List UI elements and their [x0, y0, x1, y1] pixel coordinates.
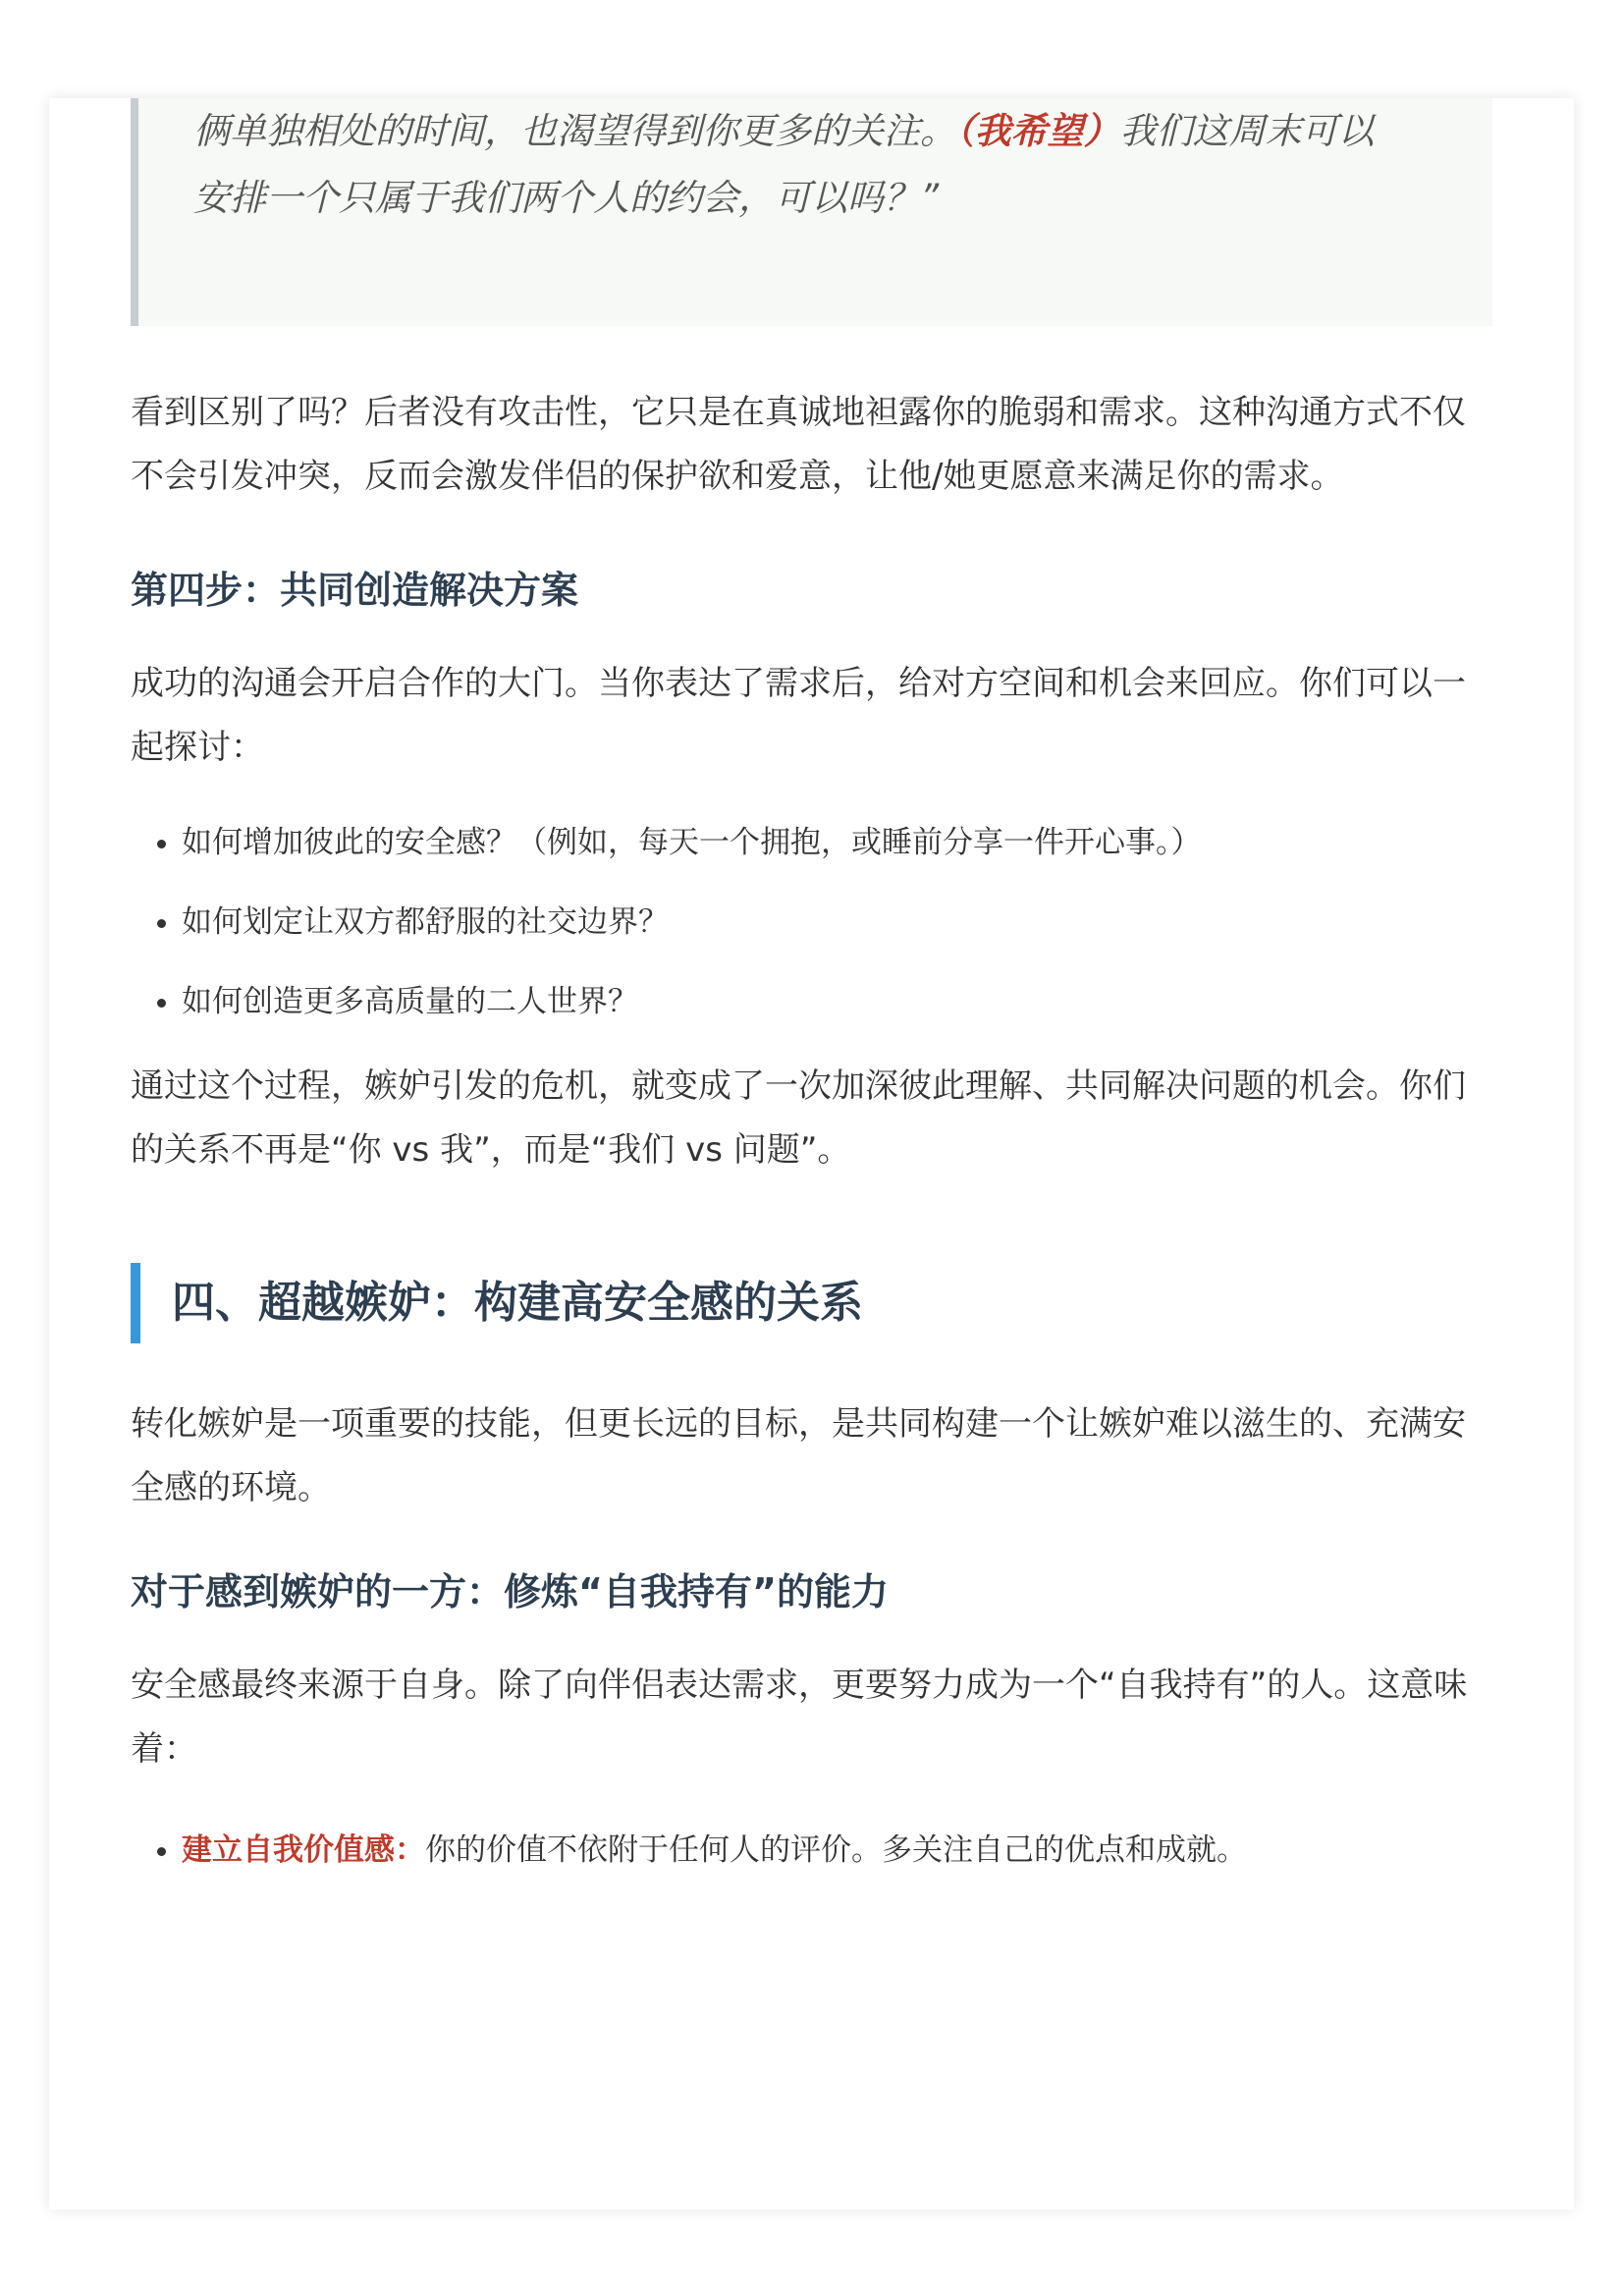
step-4-list [131, 821, 1492, 1023]
list-item: • 如何增加彼此的安全感？（例如，每天一个拥抱，或睡前分享一件开心事。） [182, 821, 1492, 864]
article-page [49, 98, 1574, 2210]
article-content [131, 98, 1492, 1872]
list-item-text: 你的价值不依附于任何人的评价。多关注自己的优点和成就。 [425, 1832, 1247, 1868]
quote-highlight: （我希望） [956, 110, 1120, 152]
list-item: • 如何划定让双方都舒服的社交边界？ [182, 901, 1492, 944]
list-item: • 如何创造更多高质量的二人世界？ [182, 980, 1492, 1023]
list-item [182, 1829, 1492, 1872]
paragraph-difference: 看到区别了吗？后者没有攻击性，它只是在真诚地袒露你的脆弱和需求。这种沟通方式不仅不会引发冲突，反而会激发伴侣的保护欲和爱意，让他/她更愿意来满足你的需求。 [131, 393, 1466, 496]
section-4-heading: 四、超越嫉妒：构建高安全感的关系 [131, 1263, 1492, 1343]
quote-line-1 [193, 98, 1453, 165]
subsection-list [131, 1829, 1492, 1872]
step-4-intro: 成功的沟通会开启合作的大门。当你表达了需求后，给对方空间和机会来回应。你们可以一起探讨： [131, 664, 1466, 767]
example-quote [131, 98, 1492, 326]
list-item-term: 建立自我价值感： [182, 1832, 425, 1868]
step-4-outro: 通过这个过程，嫉妒引发的危机，就变成了一次加深彼此理解、共同解决问题的机会。你们的关系不再是“你 vs 我”，而是“我们 vs 问题”。 [131, 1066, 1466, 1170]
subsection-heading: 对于感到嫉妒的一方：修炼“自我持有”的能力 [131, 1570, 889, 1613]
step-4-heading: 第四步：共同创造解决方案 [131, 569, 579, 612]
section-4-intro: 转化嫉妒是一项重要的技能，但更长远的目标，是共同构建一个让嫉妒难以滋生的、充满安全感的环境。 [131, 1404, 1466, 1507]
quote-line-2: 安排一个只属于我们两个人的约会，可以吗？” [193, 177, 940, 219]
quote-text-post: 我们这周末可以 [1119, 110, 1375, 152]
quote-text-pre: 俩单独相处的时间，也渴望得到你更多的关注。 [193, 110, 956, 152]
subsection-intro: 安全感最终来源于自身。除了向伴侣表达需求，更要努力成为一个“自我持有”的人。这意味着： [131, 1666, 1468, 1769]
